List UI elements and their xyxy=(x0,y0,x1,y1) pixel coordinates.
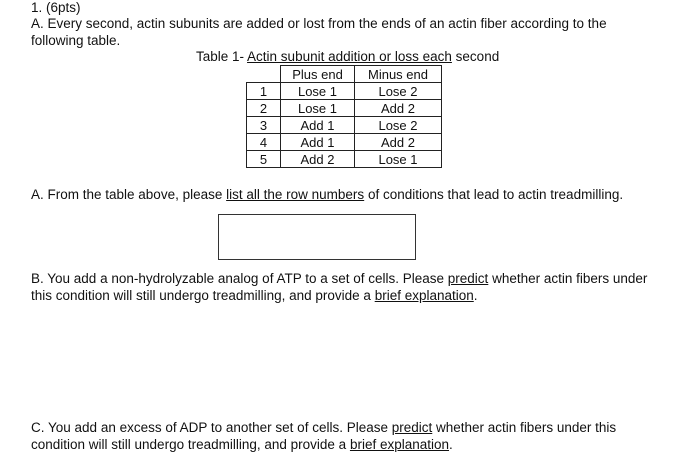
part-c-line2-suffix: . xyxy=(449,437,453,452)
part-c-line2-prefix: condition will still undergo treadmilling, and provide a xyxy=(31,437,350,452)
minus-end-cell: Add 2 xyxy=(355,100,442,117)
part-c-line1 xyxy=(31,420,616,436)
part-c-brief-explanation: brief explanation xyxy=(349,437,450,452)
header-cell-minus-end: Minus end xyxy=(355,66,442,83)
actin-table xyxy=(246,65,442,168)
part-a-question xyxy=(31,187,623,203)
part-b-line1-prefix: B. You add a non-hydrolyzable analog of ATP to a set of cells. Please xyxy=(31,271,448,286)
part-c-predict: predict xyxy=(391,420,433,435)
table-row xyxy=(247,117,442,134)
table-row xyxy=(247,134,442,151)
part-a-prefix: A. From the table above, please xyxy=(31,187,227,202)
table-row xyxy=(247,83,442,100)
plus-end-cell: Lose 1 xyxy=(281,83,355,100)
row-number-cell: 3 xyxy=(247,117,281,134)
intro-text-line2: following table. xyxy=(31,33,121,48)
row-number-cell: 2 xyxy=(247,100,281,117)
part-a-underlined: list all the row numbers xyxy=(226,187,365,202)
answer-box[interactable] xyxy=(218,214,416,260)
minus-end-cell: Lose 1 xyxy=(355,151,442,168)
table-header-row xyxy=(247,66,442,83)
row-number-cell: 1 xyxy=(247,83,281,100)
table-caption-suffix: second xyxy=(451,49,500,64)
plus-end-cell: Add 1 xyxy=(281,117,355,134)
table-row xyxy=(247,151,442,168)
part-c-line1-prefix: C. You add an excess of ADP to another set of cells. Please xyxy=(31,420,392,435)
part-b-line2 xyxy=(31,288,478,304)
part-a-suffix: of conditions that lead to actin treadmilling. xyxy=(364,187,624,202)
header-cell-plus-end: Plus end xyxy=(281,66,355,83)
table-caption-underlined: Actin subunit addition or loss each xyxy=(247,49,452,64)
part-b-line1-suffix: whether actin fibers under xyxy=(488,271,648,286)
part-b-line2-suffix: . xyxy=(473,288,478,303)
part-b-line2-prefix: this condition will still undergo treadmilling, and provide a xyxy=(31,288,375,303)
row-number-cell: 4 xyxy=(247,134,281,151)
header-cell-blank xyxy=(247,66,281,83)
question-number: 1. (6pts) xyxy=(31,0,81,15)
part-b-predict: predict xyxy=(447,271,489,286)
part-c-line1-suffix: whether actin fibers under this xyxy=(432,420,617,435)
row-number-cell: 5 xyxy=(247,151,281,168)
table-row xyxy=(247,100,442,117)
part-b-line1 xyxy=(31,271,647,287)
table-caption-prefix: Table 1- xyxy=(196,49,248,64)
table-caption xyxy=(196,49,499,65)
plus-end-cell: Add 1 xyxy=(281,134,355,151)
minus-end-cell: Add 2 xyxy=(355,134,442,151)
part-c-line2 xyxy=(31,437,453,453)
minus-end-cell: Lose 2 xyxy=(355,117,442,134)
minus-end-cell: Lose 2 xyxy=(355,83,442,100)
part-b-brief-explanation: brief explanation xyxy=(374,288,474,303)
plus-end-cell: Lose 1 xyxy=(281,100,355,117)
intro-text-line1: A. Every second, actin subunits are added or lost from the ends of an actin fiber according to the xyxy=(31,16,607,31)
plus-end-cell: Add 2 xyxy=(281,151,355,168)
